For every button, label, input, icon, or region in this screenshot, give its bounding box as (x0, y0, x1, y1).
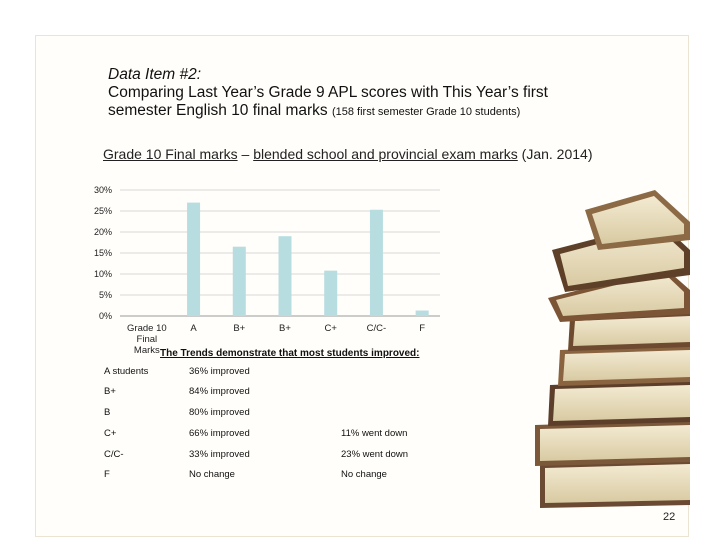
row-change: 80% improved (189, 407, 250, 418)
x-tick-label: F (419, 323, 426, 334)
title-line-3-note: (158 first semester Grade 10 students) (331, 106, 521, 118)
x-tick-label: B+ (233, 323, 246, 334)
title-line-2: Comparing Last Year’s Grade 9 APL scores with This Year’s first (108, 84, 548, 101)
y-tick-label: 30% (93, 185, 112, 195)
row-grade: A students (104, 366, 149, 377)
subtitle-part-3: (Jan. 2014) (517, 146, 593, 162)
x-tick-label: A (190, 323, 197, 334)
x-tick-label: C+ (324, 323, 337, 334)
x-tick-label: Final (136, 334, 158, 345)
title-line-3-main: semester English 10 final marks (108, 102, 332, 119)
row-grade: C+ (104, 428, 117, 439)
subtitle-separator: – (237, 146, 254, 162)
subtitle-part-2: blended school and provincial exam marks (253, 146, 518, 162)
row-down: 11% went down (341, 428, 408, 439)
row-change: 36% improved (189, 366, 250, 377)
row-grade: B+ (104, 386, 116, 397)
y-tick-label: 15% (93, 248, 112, 258)
x-tick-label: B+ (279, 323, 291, 334)
y-tick-label: 5% (98, 290, 112, 300)
y-tick-label: 20% (93, 227, 112, 237)
title-line-1: Data Item #2: (108, 66, 202, 83)
row-change: 66% improved (189, 428, 250, 439)
y-tick-label: 25% (93, 206, 112, 216)
row-change: 33% improved (189, 449, 250, 460)
row-grade: B (104, 407, 111, 418)
x-tick-label: C/C- (366, 323, 387, 334)
row-grade: F (104, 469, 110, 480)
row-down: No change (341, 469, 387, 480)
y-tick-label: 0% (98, 311, 112, 321)
trends-heading: The Trends demonstrate that most students improved: (160, 348, 420, 359)
x-tick-label: Grade 10 (127, 323, 167, 334)
row-change: No change (189, 469, 235, 480)
row-grade: C/C- (104, 449, 124, 460)
row-change: 84% improved (189, 386, 250, 397)
row-down: 23% went down (341, 449, 409, 460)
y-tick-label: 10% (93, 269, 112, 279)
subtitle-part-1: Grade 10 Final marks (103, 146, 238, 162)
x-tick-label: Marks (133, 345, 160, 356)
page-number: 22 (663, 511, 676, 523)
